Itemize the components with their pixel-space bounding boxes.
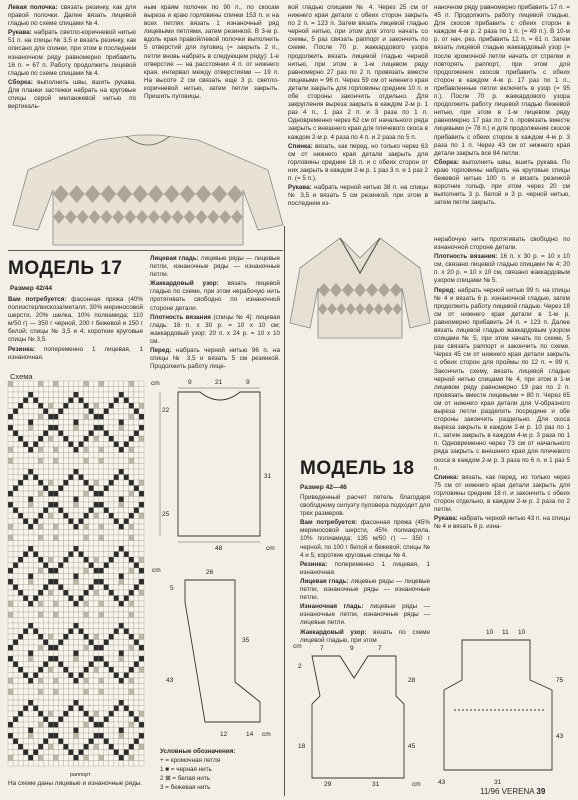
m18c4-para-0: нерабочую нить протягивать свободно по изнаночной стороне детали.: [434, 236, 570, 252]
m17c2-head-0: Лицевая гладь:: [150, 255, 199, 262]
col4-top-para: наночном ряду равномерно прибавить 17 п. = 45 п. Продолжить работу лицевой гладью. Для скосов прибавить с обеих сторон в каждом 4-м р. 2 раза по 1 п. (= 49 п.). В 10-м р. от нач. рез. прибавить 12 п. = 61 п. Затем вязать лицевой гладью жаккардовый узор (= после кромочной петли начать от стрелки и повторять раппорт, при этом для продолжения скосов прибавить с обеих сторон в каждом 4-м р. 17 раз по 1 п., прибавленные петли включить в узор (= 95 п.). После 70 р. жаккардового узора продолжить работу лицевой гладью бежевой нитью, при этом в 1-м лицевом ряду равномерно 17 раз по 2 п. провязать вместе лицевыми (= 78 п.) и для продолжения скосов прибавить с обеих сторон в каждом 4-м р. 3 раза по 1 п. Через 43 см от нижнего края детали закрыть все 84 петли.: [434, 4, 570, 157]
dim-17-top-1: 9: [188, 379, 192, 386]
model18-size: Размер 42—46: [300, 484, 347, 491]
svg-text:cm: cm: [266, 545, 275, 552]
dim-18-bottom-2: 31: [372, 781, 380, 788]
col1-head-2: Сборка:: [8, 78, 33, 86]
m18-para-3: Изнаночная гладь: лицевые ряды — изнаночные петли, изнаночные ряды — лицевые петли.: [300, 603, 430, 627]
col3-para-0: Спинка: вязать, как перед, но только через 63 см от нижнего края детали закрыть для горловины средние 18 п. и с обеих сторон от них закрыть в каждом 2-м р. 1 раз 3 п. и 1 раз 2 п. (= 5 п.).: [288, 142, 428, 182]
m18-para-2: Лицевая гладь: лицевые ряды — лицевые петли, изнаночные ряды — изнаночные петли.: [300, 577, 431, 602]
col3-head-0: Спинка:: [288, 142, 313, 150]
rapport-label: раппорт: [70, 772, 91, 778]
svg-text:cm: cm: [412, 781, 421, 788]
model18-sleeve-pattern: [434, 620, 574, 790]
legend-title: Условные обозначения:: [160, 748, 236, 755]
dim-17-sleeve-side-3: 43: [166, 677, 174, 684]
m18-para-4: Жаккардовый узор: вязать по схеме лицевой гладью, при этом: [300, 628, 430, 644]
dim-17-sleeve-bottom-2: 14: [246, 731, 254, 738]
dim-17-bottom: 48: [215, 545, 223, 552]
m18-intro: Приведенный расчет петель благодаря свободному силуэту пуловера подходит для трех размеров.: [300, 494, 430, 518]
m17-head-0: Вам потребуется:: [8, 296, 67, 303]
col1-head-0: Левая полочка:: [8, 4, 58, 11]
col1-para-2: Сборка: выполнить швы, вшить рукава. Для планки застежки набрать на круговые спицы серой меланжевой нитью по вертикаль-: [8, 78, 136, 111]
dim-18-back-bottom: 31: [494, 779, 502, 786]
m18-para-0: Вам потребуется: фасонная пряжа (45% мериносовой шерсти, 45% полиакрила, 10% полиамида; 135 м/50 г) — 350 г черной, по 100 г белой и бежевой; спицы № 4 и 5; короткие круговые спицы № 4.: [300, 519, 431, 559]
rule-top-left: [8, 250, 283, 251]
svg-text:cm: cm: [151, 380, 160, 387]
model17-col2: [150, 255, 280, 371]
schema-caption: На схеме даны лицевые и изнаночные ряды.: [8, 780, 143, 787]
dim-17-sleeve-bottom-1: 12: [220, 731, 228, 738]
col4-head-0: Сборка:: [434, 158, 459, 166]
col3-top-text: [288, 4, 428, 226]
legend-item-white: 2 ⊠ = белая нить: [160, 775, 211, 783]
m17c2-para-3: Перед: набрать черной нитью 96 п. на спицы № 3,5 и вязать 5 см резинкой. Продолжить работу лице-: [150, 347, 280, 371]
dim-18-back-top-3: 10: [518, 629, 526, 636]
dim-18-side-4: 18: [298, 743, 306, 750]
col2-top-para: ным краям полочек по 90 п., по скосам выреза и краю горловины спинки 153 п. и на всех петлях вязать 1 изнаночный ряд лицевыми петлями, затем резинкой. В 3-м р. вдоль края правой/левой полочки выполнить 5 отверстий для пуговиц (= закрыть 2 п., петли вновь набрать в следующем ряду): 1-е отверстие — на расстоянии 4 п. от нижнего края, интервал между отверстиями — 19 п. На высоте 2 см связать еще 3 р. светло-коричневой нитью, затем петли закрыть. Пришить пуговицы.: [144, 4, 279, 101]
dim-17-sleeve-side-1: 5: [170, 585, 174, 592]
model17-sweater-image: [8, 130, 283, 245]
col3-top-para: вой гладью спицами № 4. Через 25 см от нижнего края детали с обеих сторон закрыть по 2 п. = 123 п. Затем вязать лицевой гладью черной нитью, при этом для этого начать со схемы, 5 раз связать раппорт и закончить по схеме. После 70 р. жаккардового узора продолжить вязать лицевой гладью черной нитью, при этом в 1-м лицевом ряду равномерно 27 раз по 2 п. провязать вместе лицевыми = 96 п. Через 59 см от нижнего края детали закрыть для горловины средние 10 п. и обе стороны закончить отдельно. Для закругления выреза закрыть в каждом 2-м р. 1 раз 4 п., 1 раз 2 п. и 3 раза по 1 п. Одновременно через 62 см от начального ряда закрыть с внешнего края для плечевого скоса в каждом 2-м р. 4 раза по 4 п. и 2 раза по 5 п.: [288, 4, 428, 141]
dim-18-side-1: 2: [298, 663, 302, 670]
dim-18-side-3: 45: [408, 743, 416, 750]
m18-head-2: Лицевая гладь:: [300, 577, 349, 585]
model18-front-pattern: [292, 638, 432, 788]
model17-size: Размер 42/44: [10, 285, 53, 292]
m17-para-1: Резинка: попеременно 1 лицевая, 1 изнаночная.: [8, 345, 143, 361]
m18c4-head-4: Рукава:: [434, 515, 458, 523]
legend: [160, 748, 280, 798]
model17-sleeve-pattern: [150, 562, 280, 742]
m18-head-1: Резинка:: [300, 560, 328, 568]
m18c4-head-3: Спинка:: [434, 473, 459, 481]
dim-17-side-2: 31: [264, 473, 272, 480]
svg-text:cm: cm: [293, 643, 302, 650]
m18c4-para-2: Перед: набрать черной нитью 99 п. на спицы № 4 и вязать 6 р. изнаночной гладью, затем продолжить работу лицевой гладью. Через 18 см от нижнего края детали в 1-м р. равномерно прибавить 24 п. = 123 п. Далее вязать лицевой гладью жаккардовым узором спицами № 5, при этом начать по схеме, 5 раз связать раппорт и закончить по схеме. Через 45 см от нижнего края детали закрыть с обеих сторон для проймы по 12 п. = 99 п. Закончить схему, вязать лицевой гладью черной нитью спицами № 4, при этом в 1-м лицевом ряду равномерно 19 раз по 2 п. провязать вместе лицевыми = 80 п. Через 65 см от нижнего края детали для V-образного выреза петли разделить посредине и обе стороны закончить раздельно. Для скоса выреза закрыть в каждом 2-м р. 10 раз по 1 п., затем закрыть в каждом 4-м р. 3 раза по 1 п. Одновременно через 73 см от начального ряда закрыть с внешнего края для плечевого скоса в каждом 2-м р. 3 раза по 6 п. и 1 раз 5 п.: [434, 286, 570, 472]
m17c2-para-0: Лицевая гладь: лицевые ряды — лицевые петли, изнаночные ряды — изнаночные петли.: [150, 255, 281, 279]
dim-18-back-side-1: 75: [556, 677, 564, 684]
page-footer: [480, 787, 545, 796]
col4-top-text: [434, 4, 570, 234]
model18-text: [300, 494, 431, 644]
m18c4-para-3: Спинка: вязать, как перед, но только через 75 см от нижнего края детали закрыть для горловины средние 18 п. и закончить с обеих сторон отдельно, в каждом 2-м р. 2 раза по 2 петли.: [434, 473, 570, 514]
m18-head-4: Жаккардовый узор:: [300, 628, 367, 636]
footer-brand: VERENA: [501, 787, 535, 796]
dim-17-top-3: 9: [246, 379, 250, 386]
dim-17-side-1: 22: [162, 407, 170, 414]
m18c4-para-4: Рукава: набрать черной нитью 43 п. на спицы № 4 и вязать 6 р. изна-: [434, 515, 570, 531]
dim-18-bottom-1: 29: [324, 781, 332, 788]
footer-page: 39: [536, 787, 546, 796]
dim-17-sleeve-side-2: 35: [242, 637, 250, 644]
model17-body-pattern: [150, 376, 280, 556]
m17c2-para-1: Жаккардовый узор: вязать лицевой гладью по схеме, при этом нерабочую нить протягивать свободно по изнаночной стороне детали.: [150, 280, 280, 312]
m17c2-head-2: Плотность вязания: [150, 313, 211, 321]
svg-text:cm: cm: [152, 567, 161, 574]
m18-head-0: Вам потребуется:: [300, 519, 358, 527]
col1-head-1: Рукава:: [8, 29, 32, 37]
svg-text:cm: cm: [262, 731, 271, 738]
dim-18-back-top-1: 10: [486, 629, 494, 636]
col4-para-0: Сборка: выполнить швы, вшить рукава. По краю горловины набрать на круговые спицы бежевой нитью 100 п. и вязать резинкой воротник гольф, при этом через 20 см выполнить 3 р. белой и 3 р. черной нитью, затем петли закрыть.: [434, 158, 570, 207]
m17c2-para-2: Плотность вязания (спицы № 4): лицевая гладь: 16 п. x 30 р. = 10 x 10 см; жаккардовый узор: 20 п. x 24 р. = 10 x 10 см.: [150, 313, 280, 345]
model18-sweater-image: [290, 228, 430, 338]
legend-item-beige: 3 = бежевая нить: [160, 784, 211, 792]
schema-title: Схема: [10, 372, 33, 381]
footer-issue: 11/96: [480, 787, 500, 796]
model18-title: МОДЕЛЬ 18: [300, 458, 415, 479]
dim-18-top-3: 7: [378, 645, 382, 652]
dim-17-sleeve-top: 26: [206, 569, 214, 576]
model17-title: МОДЕЛЬ 17: [8, 258, 123, 279]
knitting-chart: [8, 381, 144, 766]
legend-item-edge: + = кромочная петля: [160, 757, 221, 765]
col3-head-1: Рукава:: [288, 184, 312, 192]
m17c2-head-1: Жаккардовый узор:: [150, 280, 219, 288]
m17c2-head-3: Перед:: [150, 347, 172, 355]
dim-18-side-2: 28: [408, 677, 416, 684]
m18-head-3: Изнаночная гладь:: [300, 603, 364, 611]
m18c4-head-2: Перед:: [434, 286, 456, 294]
vrule-mid: [284, 226, 285, 796]
model17-materials: [8, 296, 143, 364]
dim-17-top-2: 21: [215, 379, 223, 386]
col3-para-1: Рукава: набрать черной нитью 38 п. на спицы № 3,5 и вязать 5 см резинкой, при этом в последнем из-: [288, 184, 428, 208]
dim-18-top-1: 7: [320, 645, 324, 652]
dim-18-back-top-2: 11: [502, 629, 509, 636]
m17-head-1: Резинка:: [8, 345, 36, 353]
col1-top-text: [8, 4, 136, 124]
dim-17-side-3: 25: [162, 511, 170, 518]
m18-para-1: Резинка: попеременно 1 лицевая, 1 изнаночная.: [300, 560, 430, 576]
m18c4-para-1: Плотность вязания: 16 п. x 30 р. = 10 x 10 см, связано лицевой гладью спицами № 4; 20 п. x 20 р. = 10 x 10 см, связано жаккардовым узором спицами № 5.: [434, 253, 570, 285]
m17-para-0: Вам потребуется: фасонная пряжа (40% полиэстер/вискоза/металл, 30% мериносовой шерсти, 20% шелка, 10% полиамида; 110 м/50 г) — 350 г черной, 200 г бежевой и 150 г белой; спицы № 3,5 и 4; короткие круговые спицы № 3,5.: [8, 296, 144, 344]
legend-item-black: 1 ■ = черная нить: [160, 766, 212, 774]
dim-18-back-side-2: 43: [556, 733, 564, 740]
m18c4-head-1: Плотность вязания:: [434, 253, 498, 261]
col1-para-0: Левая полочка: связать резинку, как для правой полочки. Далее вязать лицевой гладью по схеме спицами № 4.: [8, 4, 136, 28]
col1-para-1: Рукава: набрать светло-коричневой нитью 51 п. на спицы № 3,5 и вязать резинку, как описано для спинки, при этом в последнем изнаночном ряду равномерно прибавить 16 п. = 67 п. Работу продолжить лицевой гладью по схеме спицами № 4.: [8, 29, 136, 77]
dim-18-sleeve-top: 43: [438, 779, 446, 786]
dim-18-top-2: 9: [350, 645, 354, 652]
